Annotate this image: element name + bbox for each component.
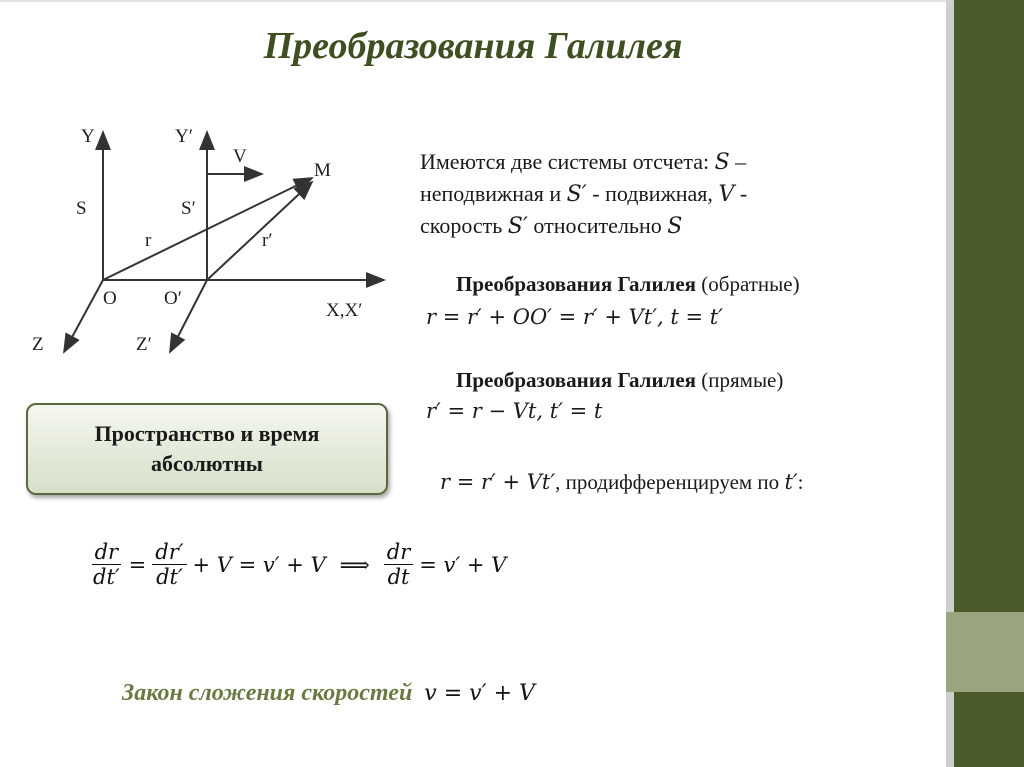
intro-line-2 xyxy=(420,178,920,210)
differentiate-text: , продифференцируем по xyxy=(555,470,785,494)
coordinate-diagram xyxy=(26,104,392,356)
frac1-num: dr xyxy=(92,540,121,565)
intro-line-3 xyxy=(420,210,920,242)
label-o: O xyxy=(103,288,117,309)
law-formula: v = v′ + V xyxy=(424,681,535,706)
callout-line-2: абсолютны xyxy=(150,451,263,476)
equals-sign: = xyxy=(128,552,147,577)
intro-line3b: относительно xyxy=(527,213,668,238)
label-m: M xyxy=(314,160,331,181)
r-prime-vector xyxy=(207,182,312,280)
inverse-title-rest: (обратные) xyxy=(696,272,800,296)
intro-v: V xyxy=(718,182,735,207)
label-s: S xyxy=(76,198,87,219)
intro-line2a: неподвижная и xyxy=(420,181,567,206)
label-o-prime: O′ xyxy=(164,288,182,309)
fraction-dr-dt-prime xyxy=(90,540,123,589)
label-z: Z xyxy=(32,334,44,355)
inverse-transform-block xyxy=(426,272,800,329)
frac3-den: dt xyxy=(387,565,410,589)
differentiate-var: t′ xyxy=(784,470,798,494)
label-r: r xyxy=(145,230,152,251)
intro-text xyxy=(420,146,920,242)
label-xx: X,X′ xyxy=(326,300,363,321)
derivative-rest-2: = v′ + V xyxy=(419,552,507,577)
intro-line-1 xyxy=(420,146,920,178)
intro-line1-text: Имеются две системы отсчета: xyxy=(420,149,715,174)
absolute-space-time-callout xyxy=(26,403,388,495)
reference-frames-diagram xyxy=(26,104,392,356)
label-y: Y xyxy=(81,126,95,147)
fraction-dr-prime-dt-prime xyxy=(152,540,186,589)
intro-s-prime: S′ xyxy=(566,182,587,207)
sidebar-accent-block xyxy=(946,612,1024,692)
intro-line2b: - подвижная, xyxy=(586,181,719,206)
label-s-prime: S′ xyxy=(181,198,196,219)
label-v: V xyxy=(233,146,247,167)
inverse-title xyxy=(456,272,800,297)
decorative-sidebar xyxy=(946,0,1024,767)
inverse-title-bold: Преобразования Галилея xyxy=(456,272,697,296)
differentiate-formula: r = r′ + Vt′ xyxy=(440,470,556,494)
z-axis xyxy=(64,280,103,352)
law-label: Закон сложения скоростей xyxy=(122,680,413,706)
intro-s-prime-2: S′ xyxy=(507,214,528,239)
direct-transform-block xyxy=(426,368,784,423)
label-y-prime: Y′ xyxy=(175,126,193,147)
fraction-dr-dt xyxy=(384,540,413,589)
velocity-addition-law xyxy=(122,680,535,707)
implies-arrow: ⟹ xyxy=(339,552,370,577)
direct-title xyxy=(456,368,783,393)
slide-top-border xyxy=(0,0,946,2)
differentiate-colon: : xyxy=(797,470,804,494)
differentiate-line xyxy=(440,470,804,495)
frac2-den: dt′ xyxy=(156,565,183,589)
direct-title-bold: Преобразования Галилея xyxy=(456,368,697,392)
frac1-den: dt′ xyxy=(93,565,120,589)
frac2-num: dr′ xyxy=(152,540,186,565)
derivative-equation xyxy=(90,540,506,589)
intro-dash: – xyxy=(729,149,747,174)
callout-line-1: Пространство и время xyxy=(94,421,320,446)
intro-line2c: - xyxy=(734,181,748,206)
intro-s-2: S xyxy=(667,214,683,239)
direct-title-rest: (прямые) xyxy=(696,368,784,392)
intro-line3a: скорость xyxy=(420,213,508,238)
frac3-num: dr xyxy=(384,540,413,565)
slide-title: Преобразования Галилея xyxy=(263,25,683,67)
inverse-formula: r = r′ + OO′ = r′ + Vt′, t = t′ xyxy=(426,305,723,329)
label-r-prime: r′ xyxy=(262,230,273,251)
label-z-prime: Z′ xyxy=(136,334,152,355)
direct-formula: r′ = r − Vt, t′ = t xyxy=(426,399,603,423)
derivative-rest-1: + V = v′ + V xyxy=(192,552,326,577)
intro-s: S xyxy=(714,150,730,175)
